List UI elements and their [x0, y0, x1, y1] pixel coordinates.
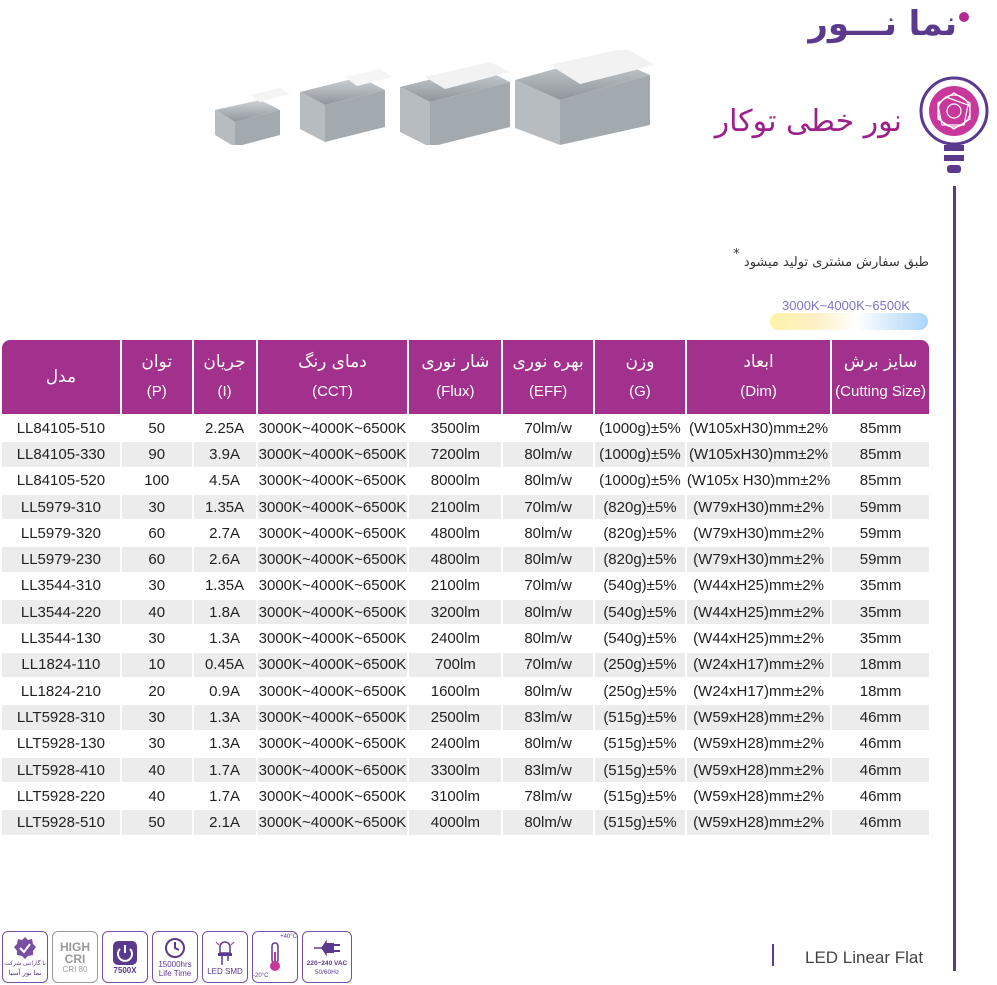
column-header: [830, 340, 929, 414]
voltage-plug-icon: [302, 931, 352, 983]
cct-gradient-bar: [770, 313, 928, 330]
column-header-en: (CCT): [312, 383, 353, 400]
table-cell: 2.7A: [192, 519, 256, 545]
icon4-line1: LED SMD: [207, 966, 243, 976]
table-cell: (540g)±5%: [593, 572, 685, 598]
table-cell: LLT5928-310: [2, 703, 120, 729]
table-cell: (W44xH25)mm±2%: [685, 598, 830, 624]
table-cell: 50: [120, 414, 192, 440]
column-header-en: (G): [629, 383, 651, 400]
table-cell: 3000K~4000K~6500K: [256, 808, 408, 834]
note-asterisk: *: [733, 247, 740, 262]
table-cell: 80lm/w: [501, 598, 593, 624]
column-header: [593, 340, 685, 414]
table-row: [2, 730, 929, 756]
table-cell: (W24xH17)mm±2%: [685, 677, 830, 703]
table-cell: (W44xH25)mm±2%: [685, 624, 830, 650]
table-cell: (250g)±5%: [593, 677, 685, 703]
table-cell: (515g)±5%: [593, 730, 685, 756]
table-row: [2, 493, 929, 519]
table-cell: (1000g)±5%: [593, 440, 685, 466]
table-cell: 50: [120, 808, 192, 834]
table-cell: (W59xH28)mm±2%: [685, 756, 830, 782]
icon6-line1: 220~240 VAC: [306, 960, 348, 967]
table-cell: 30: [120, 624, 192, 650]
icon3-line1: 15000hrs: [158, 960, 192, 969]
table-cell: (515g)±5%: [593, 782, 685, 808]
table-cell: 46mm: [830, 808, 929, 834]
column-header: [256, 340, 408, 414]
table-cell: 1.3A: [192, 624, 256, 650]
table-cell: 3000K~4000K~6500K: [256, 572, 408, 598]
table-cell: (W105x H30)mm±2%: [685, 467, 830, 493]
table-cell: 0.45A: [192, 651, 256, 677]
table-cell: (W44xH25)mm±2%: [685, 572, 830, 598]
table-cell: (W59xH28)mm±2%: [685, 730, 830, 756]
column-header-en: (Flux): [436, 383, 475, 400]
table-cell: LL3544-220: [2, 598, 120, 624]
icon0-line1: با گارانتی شرکت: [4, 961, 46, 967]
bulb-vertical-line: [953, 186, 956, 971]
table-cell: 1.3A: [192, 703, 256, 729]
table-row: [2, 545, 929, 571]
table-cell: 3.9A: [192, 440, 256, 466]
table-row: [2, 440, 929, 466]
table-cell: LL5979-310: [2, 493, 120, 519]
table-cell: (250g)±5%: [593, 651, 685, 677]
table-cell: 70lm/w: [501, 572, 593, 598]
table-cell: 35mm: [830, 624, 929, 650]
product-profiles-image: [210, 50, 660, 145]
table-cell: 80lm/w: [501, 467, 593, 493]
table-cell: 10: [120, 651, 192, 677]
table-cell: 3000K~4000K~6500K: [256, 651, 408, 677]
table-cell: 1.35A: [192, 572, 256, 598]
table-cell: 3000K~4000K~6500K: [256, 703, 408, 729]
table-cell: 2400lm: [407, 730, 501, 756]
table-cell: 20: [120, 677, 192, 703]
table-cell: (W105xH30)mm±2%: [685, 440, 830, 466]
table-cell: 3000K~4000K~6500K: [256, 414, 408, 440]
table-cell: 1.35A: [192, 493, 256, 519]
icon5-line2: -20°C: [253, 973, 269, 979]
table-row: [2, 467, 929, 493]
icon1-line1: HIGH: [60, 939, 90, 954]
icon5-line1: +40°C: [280, 934, 297, 940]
table-cell: (1000g)±5%: [593, 414, 685, 440]
table-cell: (820g)±5%: [593, 493, 685, 519]
table-cell: 2500lm: [407, 703, 501, 729]
table-cell: 1.8A: [192, 598, 256, 624]
column-header-fa: بهره نوری: [512, 352, 584, 372]
led-smd-icon: [202, 931, 248, 983]
table-cell: 80lm/w: [501, 808, 593, 834]
table-cell: 90: [120, 440, 192, 466]
bulb-logo-icon: [918, 75, 990, 187]
table-cell: 80lm/w: [501, 624, 593, 650]
table-header-row: [2, 340, 929, 414]
table-cell: (W59xH28)mm±2%: [685, 808, 830, 834]
table-cell: 60: [120, 519, 192, 545]
table-cell: (W59xH28)mm±2%: [685, 782, 830, 808]
table-cell: LL3544-130: [2, 624, 120, 650]
table-row: [2, 624, 929, 650]
table-cell: (540g)±5%: [593, 598, 685, 624]
table-cell: 85mm: [830, 467, 929, 493]
icon6-line2: 50/60Hz: [314, 969, 340, 976]
column-header-fa: شار نوری: [421, 352, 490, 372]
table-cell: 3000K~4000K~6500K: [256, 519, 408, 545]
table-cell: 0.9A: [192, 677, 256, 703]
table-cell: 59mm: [830, 493, 929, 519]
column-header-fa: مدل: [45, 367, 77, 387]
table-cell: 46mm: [830, 703, 929, 729]
table-cell: (515g)±5%: [593, 808, 685, 834]
table-cell: 59mm: [830, 545, 929, 571]
table-cell: LL5979-230: [2, 545, 120, 571]
table-cell: LL5979-320: [2, 519, 120, 545]
table-cell: 80lm/w: [501, 440, 593, 466]
column-header-fa: جریان: [203, 352, 246, 372]
column-header: [2, 340, 120, 414]
table-cell: 2.25A: [192, 414, 256, 440]
table-cell: (W79xH30)mm±2%: [685, 493, 830, 519]
table-cell: 35mm: [830, 572, 929, 598]
table-cell: 8000lm: [407, 467, 501, 493]
spec-table: [2, 340, 929, 835]
table-cell: 3000K~4000K~6500K: [256, 756, 408, 782]
product-line-label: LED Linear Flat: [805, 948, 924, 967]
column-header-en: (I): [217, 383, 232, 400]
column-header: [501, 340, 593, 414]
table-cell: 7200lm: [407, 440, 501, 466]
table-cell: 35mm: [830, 598, 929, 624]
table-cell: 85mm: [830, 440, 929, 466]
table-row: [2, 414, 929, 440]
table-cell: 80lm/w: [501, 677, 593, 703]
table-row: [2, 519, 929, 545]
table-cell: LL1824-110: [2, 651, 120, 677]
table-cell: 30: [120, 703, 192, 729]
table-cell: LL3544-310: [2, 572, 120, 598]
table-row: [2, 808, 929, 834]
table-cell: 1600lm: [407, 677, 501, 703]
table-cell: (W105xH30)mm±2%: [685, 414, 830, 440]
table-cell: 46mm: [830, 730, 929, 756]
table-cell: (W59xH28)mm±2%: [685, 703, 830, 729]
table-cell: 80lm/w: [501, 519, 593, 545]
table-cell: 3000K~4000K~6500K: [256, 598, 408, 624]
table-row: [2, 598, 929, 624]
column-header-fa: دمای رنگ: [298, 352, 367, 372]
table-cell: LLT5928-410: [2, 756, 120, 782]
icon1-line3: CRI 80: [62, 964, 88, 974]
table-row: [2, 677, 929, 703]
icon1-line2: CRI: [64, 951, 86, 966]
column-header: [120, 340, 192, 414]
table-cell: (W79xH30)mm±2%: [685, 519, 830, 545]
column-header-fa: ابعاد: [743, 352, 774, 372]
table-cell: 70lm/w: [501, 651, 593, 677]
table-cell: 3000K~4000K~6500K: [256, 782, 408, 808]
table-cell: 2100lm: [407, 572, 501, 598]
icon3-line2: Life Time: [158, 969, 192, 978]
table-cell: (515g)±5%: [593, 703, 685, 729]
table-cell: 1.7A: [192, 756, 256, 782]
thermometer-icon: [252, 931, 298, 983]
footer-divider: [772, 944, 774, 966]
table-cell: 3200lm: [407, 598, 501, 624]
icon2-line1: 7500X: [113, 965, 137, 975]
table-cell: 30: [120, 730, 192, 756]
table-cell: 18mm: [830, 651, 929, 677]
table-row: [2, 703, 929, 729]
table-cell: (W24xH17)mm±2%: [685, 651, 830, 677]
table-cell: 78lm/w: [501, 782, 593, 808]
table-cell: 3000K~4000K~6500K: [256, 493, 408, 519]
table-cell: 80lm/w: [501, 545, 593, 571]
cct-range-label: 3000K~4000K~6500K: [782, 298, 910, 313]
table-cell: 3000K~4000K~6500K: [256, 545, 408, 571]
table-cell: LL1824-210: [2, 677, 120, 703]
table-cell: (820g)±5%: [593, 519, 685, 545]
high-cri-icon: [52, 931, 98, 983]
column-header-en: (Cutting Size): [835, 383, 927, 400]
column-header-fa: سایز برش: [843, 352, 918, 372]
table-cell: 2.1A: [192, 808, 256, 834]
note-text: طبق سفارش مشتری تولید میشود: [743, 255, 929, 270]
table-cell: 3000K~4000K~6500K: [256, 730, 408, 756]
column-header-fa: توان: [141, 352, 173, 372]
table-cell: 83lm/w: [501, 703, 593, 729]
table-cell: (820g)±5%: [593, 545, 685, 571]
table-cell: 3000K~4000K~6500K: [256, 677, 408, 703]
table-cell: LL84105-330: [2, 440, 120, 466]
table-cell: 4.5A: [192, 467, 256, 493]
table-cell: 4000lm: [407, 808, 501, 834]
table-cell: 1.3A: [192, 730, 256, 756]
table-cell: 2.6A: [192, 545, 256, 571]
table-cell: 2100lm: [407, 493, 501, 519]
table-cell: 40: [120, 782, 192, 808]
table-cell: 4800lm: [407, 545, 501, 571]
table-cell: (1000g)±5%: [593, 467, 685, 493]
table-cell: (W79xH30)mm±2%: [685, 545, 830, 571]
table-cell: 18mm: [830, 677, 929, 703]
table-cell: 46mm: [830, 756, 929, 782]
brand-logo: نما نـــور: [808, 4, 957, 44]
table-cell: 83lm/w: [501, 756, 593, 782]
table-cell: 3000K~4000K~6500K: [256, 467, 408, 493]
table-cell: 40: [120, 756, 192, 782]
column-header-en: (EFF): [528, 383, 568, 400]
table-cell: (540g)±5%: [593, 624, 685, 650]
table-row: [2, 782, 929, 808]
table-row: [2, 756, 929, 782]
table-cell: 2400lm: [407, 624, 501, 650]
table-cell: 3000K~4000K~6500K: [256, 440, 408, 466]
feature-icons-row: [2, 931, 352, 985]
column-header: [685, 340, 830, 414]
column-header: [192, 340, 256, 414]
table-row: [2, 651, 929, 677]
table-cell: 3000K~4000K~6500K: [256, 624, 408, 650]
power-switch-icon: [102, 931, 148, 983]
table-cell: 100: [120, 467, 192, 493]
logo-dot: [959, 12, 969, 22]
table-cell: 30: [120, 572, 192, 598]
certified-badge-icon: [2, 931, 48, 983]
table-cell: 1.7A: [192, 782, 256, 808]
table-cell: 700lm: [407, 651, 501, 677]
column-header-fa: وزن: [625, 352, 655, 372]
table-cell: LLT5928-130: [2, 730, 120, 756]
table-cell: 3100lm: [407, 782, 501, 808]
table-cell: LLT5928-510: [2, 808, 120, 834]
page-title: نور خطی توکار: [714, 104, 902, 139]
table-row: [2, 572, 929, 598]
table-cell: 85mm: [830, 414, 929, 440]
table-cell: 4800lm: [407, 519, 501, 545]
table-cell: (515g)±5%: [593, 756, 685, 782]
table-cell: 40: [120, 598, 192, 624]
lifetime-clock-icon: [152, 931, 198, 983]
column-header-en: (P): [146, 383, 167, 400]
icon0-line2: نما نور آسیا: [8, 970, 42, 977]
table-cell: 46mm: [830, 782, 929, 808]
table-cell: 80lm/w: [501, 730, 593, 756]
custom-order-note: [733, 247, 929, 270]
table-cell: 59mm: [830, 519, 929, 545]
table-cell: 30: [120, 493, 192, 519]
column-header-en: (Dim): [740, 383, 777, 400]
table-cell: LL84105-510: [2, 414, 120, 440]
table-cell: 70lm/w: [501, 414, 593, 440]
table-cell: 70lm/w: [501, 493, 593, 519]
table-cell: 3500lm: [407, 414, 501, 440]
table-cell: 3300lm: [407, 756, 501, 782]
column-header: [407, 340, 501, 414]
table-cell: LLT5928-220: [2, 782, 120, 808]
table-cell: 60: [120, 545, 192, 571]
table-cell: LL84105-520: [2, 467, 120, 493]
